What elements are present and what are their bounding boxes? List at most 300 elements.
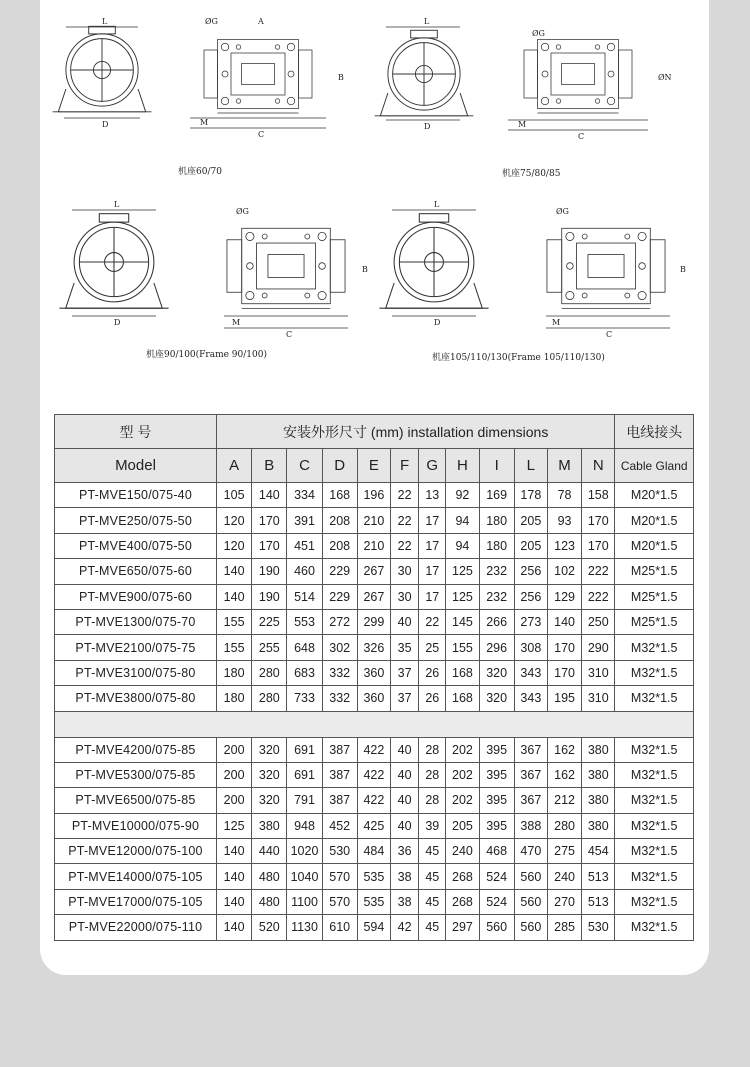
header-type: 型 号 (55, 415, 217, 449)
value-cell-g: 26 (419, 660, 446, 685)
value-cell-n: 380 (582, 813, 615, 838)
value-cell-d: 332 (322, 686, 357, 711)
table-row (55, 864, 694, 889)
value-cell-d: 387 (322, 788, 357, 813)
gland-cell: M32*1.5 (615, 839, 694, 864)
header-row-sub (55, 449, 694, 483)
table-row (55, 889, 694, 914)
table-row (55, 788, 694, 813)
value-cell-m: 162 (547, 737, 581, 762)
value-cell-b: 520 (252, 915, 287, 940)
table-row (55, 584, 694, 609)
dim-C-1: C (258, 130, 265, 139)
spec-card (40, 0, 709, 975)
header-col-f: F (391, 449, 419, 483)
table-row (55, 635, 694, 660)
value-cell-a: 155 (217, 609, 252, 634)
value-cell-a: 140 (217, 864, 252, 889)
value-cell-h: 145 (446, 609, 479, 634)
value-cell-i: 395 (479, 813, 514, 838)
table-row (55, 915, 694, 940)
value-cell-n: 513 (582, 889, 615, 914)
value-cell-c: 1100 (287, 889, 322, 914)
value-cell-d: 610 (322, 915, 357, 940)
value-cell-e: 299 (357, 609, 390, 634)
value-cell-h: 205 (446, 813, 479, 838)
value-cell-n: 380 (582, 762, 615, 787)
value-cell-f: 42 (391, 915, 419, 940)
value-cell-n: 290 (582, 635, 615, 660)
value-cell-b: 170 (252, 533, 287, 558)
value-cell-i: 468 (479, 839, 514, 864)
value-cell-b: 280 (252, 686, 287, 711)
value-cell-g: 17 (419, 559, 446, 584)
value-cell-h: 202 (446, 737, 479, 762)
value-cell-m: 170 (547, 635, 581, 660)
value-cell-m: 93 (547, 508, 581, 533)
value-cell-f: 22 (391, 533, 419, 558)
value-cell-a: 180 (217, 660, 252, 685)
dim-D-2: D (424, 122, 431, 131)
dim-B-3: B (362, 265, 368, 274)
dim-N-2: ØN (658, 73, 672, 82)
gland-cell: M20*1.5 (615, 508, 694, 533)
header-col-l: L (514, 449, 547, 483)
dim-C-2: C (578, 132, 585, 141)
value-cell-m: 162 (547, 762, 581, 787)
dim-G-1: ØG (205, 17, 218, 26)
value-cell-n: 310 (582, 686, 615, 711)
model-cell: PT-MVE6500/075-85 (55, 788, 217, 813)
value-cell-b: 190 (252, 584, 287, 609)
value-cell-e: 210 (357, 533, 390, 558)
gland-cell: M32*1.5 (615, 889, 694, 914)
value-cell-g: 26 (419, 686, 446, 711)
value-cell-h: 125 (446, 559, 479, 584)
dim-A-1: A (258, 17, 264, 26)
value-cell-c: 334 (287, 483, 322, 508)
table-row (55, 813, 694, 838)
value-cell-g: 45 (419, 915, 446, 940)
value-cell-b: 280 (252, 660, 287, 685)
table-row (55, 839, 694, 864)
value-cell-m: 275 (547, 839, 581, 864)
table-row (55, 660, 694, 685)
gland-cell: M25*1.5 (615, 584, 694, 609)
value-cell-b: 440 (252, 839, 287, 864)
value-cell-i: 232 (479, 559, 514, 584)
dim-D-4: D (434, 318, 441, 327)
value-cell-m: 240 (547, 864, 581, 889)
value-cell-d: 452 (322, 813, 357, 838)
value-cell-i: 395 (479, 788, 514, 813)
gland-cell: M25*1.5 (615, 609, 694, 634)
model-cell: PT-MVE17000/075-105 (55, 889, 217, 914)
dim-G-2: ØG (532, 29, 545, 38)
value-cell-b: 320 (252, 737, 287, 762)
value-cell-c: 553 (287, 609, 322, 634)
value-cell-n: 310 (582, 660, 615, 685)
value-cell-h: 94 (446, 533, 479, 558)
value-cell-l: 367 (514, 737, 547, 762)
value-cell-l: 308 (514, 635, 547, 660)
value-cell-d: 570 (322, 889, 357, 914)
model-cell: PT-MVE2100/075-75 (55, 635, 217, 660)
value-cell-e: 425 (357, 813, 390, 838)
value-cell-a: 105 (217, 483, 252, 508)
value-cell-i: 180 (479, 508, 514, 533)
value-cell-h: 202 (446, 762, 479, 787)
value-cell-l: 205 (514, 533, 547, 558)
value-cell-c: 648 (287, 635, 322, 660)
value-cell-e: 267 (357, 584, 390, 609)
value-cell-i: 395 (479, 762, 514, 787)
model-cell: PT-MVE3100/075-80 (55, 660, 217, 685)
header-col-b: B (252, 449, 287, 483)
dim-L-3: L (114, 200, 120, 209)
model-cell: PT-MVE12000/075-100 (55, 839, 217, 864)
value-cell-b: 170 (252, 508, 287, 533)
value-cell-e: 422 (357, 737, 390, 762)
header-model: Model (55, 449, 217, 483)
value-cell-g: 22 (419, 609, 446, 634)
value-cell-a: 155 (217, 635, 252, 660)
value-cell-m: 102 (547, 559, 581, 584)
value-cell-m: 170 (547, 660, 581, 685)
value-cell-a: 120 (217, 508, 252, 533)
value-cell-l: 560 (514, 864, 547, 889)
table-row (55, 609, 694, 634)
value-cell-g: 45 (419, 864, 446, 889)
value-cell-e: 422 (357, 788, 390, 813)
value-cell-d: 272 (322, 609, 357, 634)
dim-L-2: L (424, 17, 430, 26)
value-cell-c: 460 (287, 559, 322, 584)
value-cell-a: 140 (217, 889, 252, 914)
caption-frame-75-85: 机座75/80/85 (502, 169, 561, 179)
value-cell-d: 530 (322, 839, 357, 864)
value-cell-h: 268 (446, 864, 479, 889)
value-cell-d: 302 (322, 635, 357, 660)
header-col-c: C (287, 449, 322, 483)
value-cell-f: 37 (391, 660, 419, 685)
value-cell-a: 125 (217, 813, 252, 838)
value-cell-e: 535 (357, 864, 390, 889)
value-cell-l: 256 (514, 584, 547, 609)
table-row (55, 483, 694, 508)
value-cell-i: 395 (479, 737, 514, 762)
header-dimensions: 安装外形尺寸 (mm) installation dimensions (217, 415, 615, 449)
dim-B-1: B (338, 73, 344, 82)
header-cable-gland: Cable Gland (615, 449, 694, 483)
value-cell-b: 190 (252, 559, 287, 584)
gland-cell: M32*1.5 (615, 686, 694, 711)
gland-cell: M32*1.5 (615, 864, 694, 889)
header-gland: 电线接头 (615, 415, 694, 449)
table-row (55, 762, 694, 787)
model-cell: PT-MVE10000/075-90 (55, 813, 217, 838)
dim-G-4: ØG (556, 207, 569, 216)
table-row (55, 559, 694, 584)
value-cell-i: 266 (479, 609, 514, 634)
value-cell-n: 170 (582, 533, 615, 558)
value-cell-l: 256 (514, 559, 547, 584)
model-cell: PT-MVE5300/075-85 (55, 762, 217, 787)
table-row (55, 533, 694, 558)
value-cell-f: 40 (391, 737, 419, 762)
dim-D-3: D (114, 318, 121, 327)
value-cell-f: 40 (391, 813, 419, 838)
value-cell-m: 123 (547, 533, 581, 558)
model-cell: PT-MVE400/075-50 (55, 533, 217, 558)
value-cell-a: 180 (217, 686, 252, 711)
value-cell-f: 40 (391, 762, 419, 787)
value-cell-e: 210 (357, 508, 390, 533)
value-cell-l: 388 (514, 813, 547, 838)
value-cell-h: 240 (446, 839, 479, 864)
value-cell-b: 480 (252, 864, 287, 889)
value-cell-n: 250 (582, 609, 615, 634)
dim-D-1: D (102, 120, 109, 129)
header-col-e: E (357, 449, 390, 483)
group-separator (55, 711, 694, 737)
dim-G-3: ØG (236, 207, 249, 216)
value-cell-a: 140 (217, 584, 252, 609)
value-cell-c: 514 (287, 584, 322, 609)
value-cell-h: 125 (446, 584, 479, 609)
value-cell-l: 343 (514, 660, 547, 685)
dim-C-3: C (286, 330, 293, 339)
value-cell-c: 683 (287, 660, 322, 685)
value-cell-i: 524 (479, 889, 514, 914)
value-cell-l: 178 (514, 483, 547, 508)
value-cell-g: 28 (419, 788, 446, 813)
table-row (55, 508, 694, 533)
value-cell-i: 169 (479, 483, 514, 508)
value-cell-c: 451 (287, 533, 322, 558)
value-cell-d: 332 (322, 660, 357, 685)
value-cell-f: 40 (391, 609, 419, 634)
dim-C-4: C (606, 330, 613, 339)
value-cell-h: 94 (446, 508, 479, 533)
value-cell-h: 297 (446, 915, 479, 940)
value-cell-n: 222 (582, 559, 615, 584)
value-cell-f: 38 (391, 889, 419, 914)
model-cell: PT-MVE650/075-60 (55, 559, 217, 584)
value-cell-b: 320 (252, 762, 287, 787)
dim-M-4: M (552, 318, 561, 327)
value-cell-n: 454 (582, 839, 615, 864)
value-cell-c: 733 (287, 686, 322, 711)
value-cell-e: 484 (357, 839, 390, 864)
value-cell-d: 208 (322, 508, 357, 533)
value-cell-e: 360 (357, 686, 390, 711)
value-cell-a: 200 (217, 737, 252, 762)
value-cell-n: 158 (582, 483, 615, 508)
value-cell-m: 129 (547, 584, 581, 609)
table-row (55, 686, 694, 711)
value-cell-e: 535 (357, 889, 390, 914)
value-cell-i: 560 (479, 915, 514, 940)
value-cell-m: 195 (547, 686, 581, 711)
dim-B-4: B (680, 265, 686, 274)
value-cell-f: 22 (391, 508, 419, 533)
value-cell-a: 140 (217, 915, 252, 940)
value-cell-i: 296 (479, 635, 514, 660)
value-cell-c: 691 (287, 762, 322, 787)
gland-cell: M32*1.5 (615, 660, 694, 685)
dimension-drawings (40, 0, 709, 400)
value-cell-f: 30 (391, 584, 419, 609)
header-col-n: N (582, 449, 615, 483)
value-cell-d: 387 (322, 762, 357, 787)
value-cell-n: 530 (582, 915, 615, 940)
value-cell-h: 202 (446, 788, 479, 813)
gland-cell: M32*1.5 (615, 635, 694, 660)
gland-cell: M32*1.5 (615, 788, 694, 813)
header-col-a: A (217, 449, 252, 483)
table-body (55, 483, 694, 941)
value-cell-f: 30 (391, 559, 419, 584)
value-cell-b: 320 (252, 788, 287, 813)
value-cell-l: 560 (514, 915, 547, 940)
value-cell-g: 39 (419, 813, 446, 838)
value-cell-m: 78 (547, 483, 581, 508)
value-cell-f: 22 (391, 483, 419, 508)
caption-frame-60-70: 机座60/70 (178, 167, 222, 177)
value-cell-g: 17 (419, 508, 446, 533)
value-cell-l: 273 (514, 609, 547, 634)
value-cell-f: 37 (391, 686, 419, 711)
model-cell: PT-MVE250/075-50 (55, 508, 217, 533)
value-cell-l: 560 (514, 889, 547, 914)
value-cell-e: 196 (357, 483, 390, 508)
model-cell: PT-MVE22000/075-110 (55, 915, 217, 940)
value-cell-c: 1040 (287, 864, 322, 889)
value-cell-f: 40 (391, 788, 419, 813)
value-cell-g: 13 (419, 483, 446, 508)
gland-cell: M32*1.5 (615, 737, 694, 762)
gland-cell: M32*1.5 (615, 915, 694, 940)
value-cell-a: 200 (217, 788, 252, 813)
value-cell-g: 17 (419, 533, 446, 558)
header-col-m: M (547, 449, 581, 483)
gland-cell: M25*1.5 (615, 559, 694, 584)
value-cell-e: 326 (357, 635, 390, 660)
table-row (55, 737, 694, 762)
value-cell-i: 320 (479, 686, 514, 711)
value-cell-g: 17 (419, 584, 446, 609)
value-cell-g: 45 (419, 889, 446, 914)
value-cell-m: 280 (547, 813, 581, 838)
value-cell-c: 1130 (287, 915, 322, 940)
value-cell-d: 229 (322, 584, 357, 609)
dim-M-1: M (200, 118, 209, 127)
value-cell-d: 229 (322, 559, 357, 584)
value-cell-b: 225 (252, 609, 287, 634)
dim-L-1: L (102, 17, 108, 26)
value-cell-c: 391 (287, 508, 322, 533)
value-cell-e: 422 (357, 762, 390, 787)
model-cell: PT-MVE14000/075-105 (55, 864, 217, 889)
dim-M-3: M (232, 318, 241, 327)
value-cell-g: 28 (419, 762, 446, 787)
value-cell-c: 691 (287, 737, 322, 762)
value-cell-c: 1020 (287, 839, 322, 864)
value-cell-c: 948 (287, 813, 322, 838)
model-cell: PT-MVE900/075-60 (55, 584, 217, 609)
value-cell-i: 524 (479, 864, 514, 889)
value-cell-n: 170 (582, 508, 615, 533)
value-cell-i: 180 (479, 533, 514, 558)
value-cell-b: 480 (252, 889, 287, 914)
value-cell-m: 212 (547, 788, 581, 813)
model-cell: PT-MVE3800/075-80 (55, 686, 217, 711)
model-cell: PT-MVE4200/075-85 (55, 737, 217, 762)
caption-frame-105-130: 机座105/110/130(Frame 105/110/130) (432, 353, 605, 363)
gland-cell: M20*1.5 (615, 483, 694, 508)
value-cell-h: 168 (446, 660, 479, 685)
header-col-h: H (446, 449, 479, 483)
dimension-table (54, 414, 694, 941)
value-cell-n: 513 (582, 864, 615, 889)
header-col-g: G (419, 449, 446, 483)
value-cell-i: 320 (479, 660, 514, 685)
value-cell-b: 255 (252, 635, 287, 660)
value-cell-d: 570 (322, 864, 357, 889)
value-cell-e: 267 (357, 559, 390, 584)
value-cell-g: 28 (419, 737, 446, 762)
value-cell-a: 120 (217, 533, 252, 558)
value-cell-n: 380 (582, 737, 615, 762)
header-col-i: I (479, 449, 514, 483)
value-cell-h: 268 (446, 889, 479, 914)
gland-cell: M32*1.5 (615, 762, 694, 787)
value-cell-l: 367 (514, 762, 547, 787)
value-cell-a: 200 (217, 762, 252, 787)
value-cell-n: 222 (582, 584, 615, 609)
value-cell-g: 25 (419, 635, 446, 660)
value-cell-f: 38 (391, 864, 419, 889)
value-cell-e: 594 (357, 915, 390, 940)
model-cell: PT-MVE1300/075-70 (55, 609, 217, 634)
dim-L-4: L (434, 200, 440, 209)
value-cell-l: 205 (514, 508, 547, 533)
value-cell-e: 360 (357, 660, 390, 685)
value-cell-l: 367 (514, 788, 547, 813)
value-cell-d: 208 (322, 533, 357, 558)
value-cell-l: 470 (514, 839, 547, 864)
value-cell-m: 270 (547, 889, 581, 914)
value-cell-b: 140 (252, 483, 287, 508)
value-cell-f: 36 (391, 839, 419, 864)
value-cell-i: 232 (479, 584, 514, 609)
separator-cell (55, 711, 694, 737)
dim-M-2: M (518, 120, 527, 129)
value-cell-n: 380 (582, 788, 615, 813)
value-cell-m: 285 (547, 915, 581, 940)
gland-cell: M20*1.5 (615, 533, 694, 558)
value-cell-h: 155 (446, 635, 479, 660)
value-cell-h: 92 (446, 483, 479, 508)
gland-cell: M32*1.5 (615, 813, 694, 838)
value-cell-c: 791 (287, 788, 322, 813)
model-cell: PT-MVE150/075-40 (55, 483, 217, 508)
value-cell-g: 45 (419, 839, 446, 864)
header-row-top (55, 415, 694, 449)
value-cell-l: 343 (514, 686, 547, 711)
drawings-svg (40, 0, 709, 400)
